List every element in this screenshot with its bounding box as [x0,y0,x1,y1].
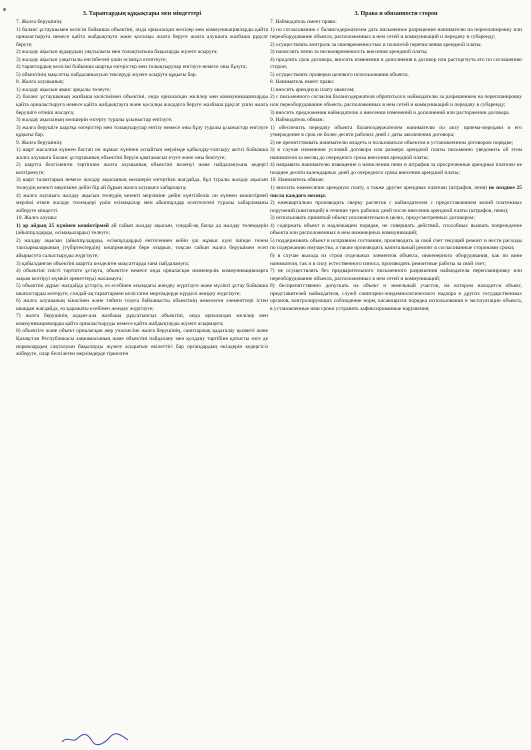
ru-para: 3) использовать принятый объект исключительно в целях, предусмотренных договором; [270,215,475,222]
kz-para: 4) тараптардың келісімі бойынша шартқа өзгерістер мен толықтырулар енгізуге немесе оны бұзуға; [16,64,247,71]
kz-rent-due-bold: 1) әр айдың 25 күнінен кешіктірмей [16,222,109,229]
ru-para: 5) поддерживать объект в исправном состоянии, производить за свой счет текущий ремонт и нести расходы по содержанию имущества, а также производить капитальный ремонт в согласованные сторонами сроки; [270,237,522,252]
page-dot [3,8,6,11]
kz-rent-due-para [16,223,268,238]
kz-para: 8) объектіге және объект орналасқан жер учаскесіне жалға берушінің, санитарлық қадағалау қызметі және Қазақстан Республикасы заңнамасының және объектіні пайдалану мен қолдану тәртібіне қатысты өзге де нормалардың сақталуын бақылауды жүзеге асыратын өкілеттігі бар органдардың өкілдерін кедергісіз жіберуге, олар белгілеген мерзімдерде тіркелген [16,328,268,358]
ru-para: 1) по согласованию с балансодержателем дать письменное разрешение нанимателю на перепланировку или переоборудование объекта, расположенных в нем сетей и коммуникаций и передачу в субаренду; [270,26,522,41]
kz-para: 10. Жалға алушы: [16,215,58,222]
ru-para: 9. Наймодатель обязан: [270,117,324,124]
kz-para: 8. Жалға алушының: [16,79,65,86]
kz-para: 4) объектіні тиісті тәртіпте ұстауға, объектіге немесе онда орналасқан инженерлік коммуникацияларға зақым келтіруі мүмкін әрекеттерді жасамауға; [16,268,268,282]
kazakh-section-title: 3. Тараптардың құқықтары мен міндеттері [82,11,202,17]
ru-rent-due-bold: не позднее 25 числа каждого месяца [270,185,523,199]
kz-para: 9. Жалға берушінің: [16,139,63,146]
ru-para: 6) в случае выхода из строя отдельных элементов объекта, инженерного оборудования, как по вине нанимателя, так и в силу естественного износа, производить ремонтные работы за свой счет; [270,252,522,267]
ru-para: 2) ежеквартально производить сверку расчетов с наймодателем с предоставлением копий платежных поручений (квитанций) в течение трех рабочих дней после внесения арендной платы (штрафов, пени); [270,200,522,214]
ru-para: 1) вносить арендную плату авансом; [270,86,355,93]
ru-para: 4) продлить срок договора, вносить изменения и дополнения в договор или расторгнуть его по соглашению сторон; [270,56,522,71]
kz-para: 2) шартта белгіленген тәртіппен жалға алушының объектіні иеленуі және пайдалануына кедергі келтірмеуге; [16,162,268,176]
kz-para: 6) жалға алушының кінәсінен және табиғи тозуға байланысты объектінің жекелеген элементтері істен шыққан жағдайда, өз қаражаты есебінен жөндеу жүргізуге; [16,298,268,312]
kz-para: 7. Жалға берушінің: [16,19,63,25]
ru-para: 4) содержать объект в надлежащем порядке, не совершать действий, способных вызвать повреждение объекта или расположенных в нем инженерных коммуникаций; [270,222,522,237]
ru-rent-due-post: ; [324,192,327,199]
ru-para: 2) осуществлять контроль за своевременностью и полнотой перечисления арендной платы; [270,41,482,48]
ru-para: 3) в случае изменения условий договора или размера арендной платы письменно уведомить об этом нанимателя за месяц до очередного срока внесения арендной платы; [270,147,522,161]
kz-para: 7) жалға берушінің алдын-ала жазбаша рұқсатынсыз объектіні, онда орналасқан желілер мен коммуникацияларды қайта орналастыруды немесе қайта жабдықтауды жүзеге асырмауға; [16,313,268,327]
kz-para: 1) шарт жасалған күннен бастап он жұмыс күнінен аспайтын мерзімде қабылдау-тапсыру актісі бойынша жалға алушыға баланс ұстаушының объектіні беруін қамтамасыз етуге және оны бекітуге; [16,147,268,161]
ru-rent-due-para [270,185,522,200]
ru-para: 5) осуществлять проверки целевого использования объекта. [270,71,409,78]
ru-para: 8. Наниматель имеет право: [270,79,335,86]
kz-para: 3) қабылданған объектіні шартта көзделген мақсаттарда ғана пайдалануға; [16,260,190,267]
kz-para: 4) жалға алушыға жалдау ақысын төлеудің кезекті мерзіміне дейін күнтізбелік он күннен кешіктірмей мерзімі өткен жалдау төлемдері үшін өсімақылар мен айыппұлдар есептелгені туралы хабарламаны жіберуге міндетті. [16,192,268,214]
ru-para: 8) беспрепятственно допускать на объект и земельный участок, на котором находится объект, представителей наймодателя, служб санитарно-эпидемиологического надзора и других государственных органов, контролирующих соблюдение норм, касающихся порядка использования и эксплуатации объекта, в установленные ими сроки устранять зафиксированные нарушения; [270,283,522,312]
kz-para: 2) жалдау ақысын (айыппұлдарды, өсімпұлдарды) енгізгеннен кейін үш жұмыс күні ішінде төлем тапсырмаларының (түбіртектердің) көшірмелерін бере отырып, тоқсан сайын жалға берушімен есеп айырысуға салыстыруды жүргізуге; [16,237,268,259]
kz-para: 2) баланс ұстаушының жазбаша келісімімен объектіні, онда орналасқан желілер мен коммуникацияларды қайта орналастыруға немесе қайта жабдықтауға және қосалқы жалдауға беруге жазбаша рұқсат үшін жалға берушіге өтініш жасауға; [16,94,268,116]
kz-para: 3) жалдау ақысын уақытылы енгізбегені үшін өсімпұл есептеуге; [16,56,167,63]
ru-para: 1) обеспечить передачу объекта балансодержателем нанимателю по акту приема-передачи и его утверждение в срок не более десяти рабочих дней с даты заключения договора; [270,124,522,139]
russian-section-title: 3. Права и обязанности сторон [354,11,438,17]
kz-rent-due-rest: ай сайын жалдау ақысын, сондай-ақ басқа да жалдау төлемдерін (айыппұлдарды, өсімақыларды) төлеуге; [16,222,269,237]
ru-para: 2) не препятствовать нанимателю владеть и пользоваться объектом в установленном договором порядке; [270,139,513,146]
ru-para: 10. Наниматель обязан: [270,177,325,184]
kz-para: 3) жалдау ақысының мөлшерін өзгерту туралы ұсыныстар енгізуге; [16,117,173,124]
russian-column [270,10,522,313]
kazakh-column [16,10,268,359]
ru-para: 2) с письменного согласия балансодержателя обратиться к наймодателю за разрешением на перепланировку или переоборудование объекта, расположенных в нем сетей и коммуникаций и передачу в субаренду; [270,94,522,109]
kz-para: 5) объектіні дұрыс жағдайда ұстауға, өз есебінен ағымдағы жөндеу жүргізуге және мүлікті ұстау бойынша шығыстарды көтеруге, сондай-ақ тараптармен келісілген мерзімдерде күрделі жөндеу жүргізуге; [16,283,268,297]
kz-para: 2) жалдау ақысын аударудың уақтылығы мен толықтығына бақылауды жүзеге асыруға; [16,49,218,56]
signature-scribble [60,732,130,746]
kz-para: 1) жалдау ақысын аванс арқылы төлеуге; [16,86,111,93]
kz-para: 3) шарт талаптарын немесе жалдау ақысының мөлшерін өзгертken жағдайда, бұл туралы жалдау ақысын төлеудің кезекті мерзіміне дейін бір ай бұрын жалға алушыға хабарлауға; [16,177,268,192]
kz-para: 5) объектінің мақсатты пайдаланылуын тексеруді жүзеге асыруға құқығы бар. [16,71,197,78]
ru-para: 7. Наймодатель имеет право: [270,19,337,25]
ru-para: 3) вносить предложения наймодателю о внесении изменений и дополнений или расторжении договора. [270,109,510,116]
kz-para: 1) баланс ұстаушымен келісім бойынша объектіні, онда орналасқан желілер мен коммуникацияларды қайта орналастыруға немесе қайта жабдықтауға және қосалқы жалға беруге жалға алушыға жазбаша рұқсат беруге; [16,26,268,48]
ru-rent-due-pre: 1) вносить ежемесячно арендную плату, а также другие арендные платежи (штрафов, пеня) [270,185,489,192]
kz-para: 3) жалға берушіге шартқа өзгерістер мен толықтырулар енгізу немесе оны бұзу туралы ұсыныстар енгізуге құқығы бар. [16,124,268,139]
ru-para: 3) начислять пеню за несвоевременность внесения арендной платы; [270,49,428,56]
ru-para: 7) не осуществлять без предварительного письменного разрешения наймодателя перепланировку или переоборудование объекта, расположенных в нем сетей и коммуникаций; [270,268,522,282]
ru-para: 4) направить нанимателю извещение о начислении пени и штрафов за просроченные арендные платежи не позднее десяти календарных дней до очередного срока внесения арендной платы; [270,162,522,176]
